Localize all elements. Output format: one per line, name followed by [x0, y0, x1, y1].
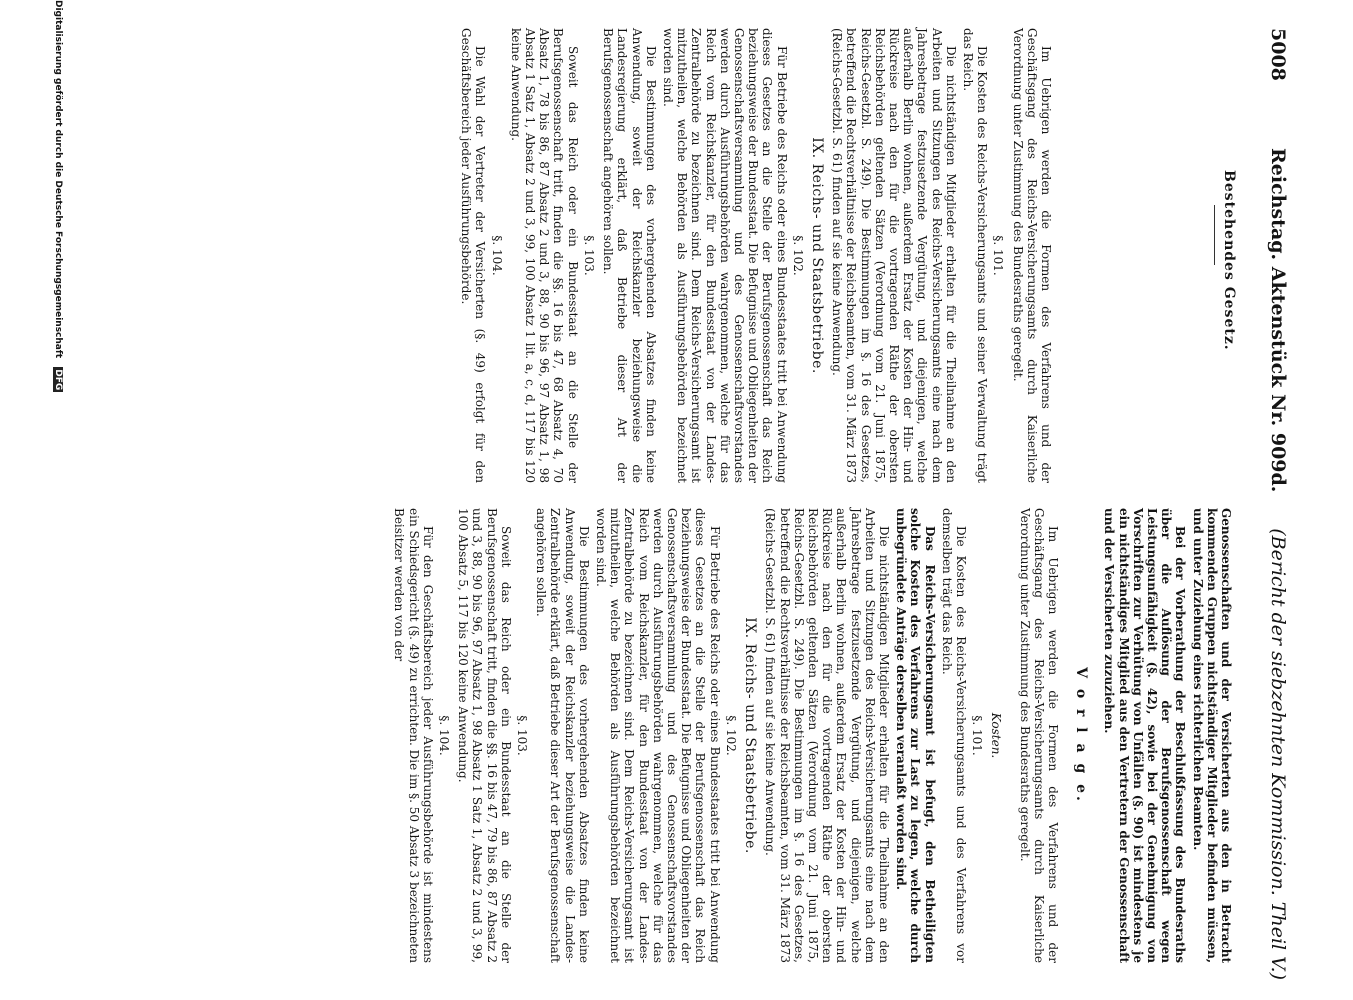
bold-paragraph: Bei der Vorberathung der Beschlußfassung des Bundesraths über die Auflösung der Berufsgenossenschaft wegen Leistungsunfähigkeit (§. 42), sowie bei der Genehmigung von Vorschriften zur Verhütung von Unfällen (§. 90) ist mindestens je ein nichtständiges Mitglied aus den Vertretern der Genossenschaft und der Versicherten zuzuziehen. [1102, 508, 1188, 963]
paragraph: Für den Geschäftsbereich jeder Ausführungsbehörde ist mindestens ein Schiedsgericht (§. 49) zu errichten. Die im §. 50 Absatz 3 bezeichneten Beisitzer werden von der [392, 508, 435, 963]
paragraph: Für Betriebe des Reichs oder eines Bundesstaates tritt bei Anwendung dieses Gesetzes an die Stelle der Berufsgenossenschaft das Reich beziehungsweise der Bundesstaat. Die Befugnisse und Obliegenheiten der Genossenschaftsversammlung und des Genossenschaftsvorstandes werden durch Ausführungsbehörden wahrgenommen, welche für das Reich vom Reichskanzler, für den Bundesstaat von der Landes-Zentralbehörde zu bezeichnen sind. Dem Reichs-Versicherungsamt ist mitzutheilen, welche Behörden als Ausführungsbehörden bezeichnet worden sind. [660, 28, 789, 483]
paragraph: Die Kosten des Reichs-Versicherungsamts und des Verfahrens vor demselben trägt das Reich. [939, 508, 968, 963]
side-heading: Kosten. [989, 712, 1004, 759]
paragraph: Die Bestimmungen des vorhergehenden Absatzes finden keine Anwendung, soweit der Reichskanzler beziehungsweise die Landes-Zentralbehörde erklärt, daß Betriebe dieser Art der Berufsgenossenschaft angehören sollen. [534, 508, 591, 963]
dfg-logo: DFG [53, 369, 63, 391]
section-number: §. 103. [515, 715, 530, 756]
left-column-heading: Bestehendes Gesetz. [1221, 170, 1237, 351]
page-header [1255, 28, 1295, 980]
section-heading: IX. Reichs- und Staatsbetriebe. [808, 137, 825, 374]
paragraph: Soweit das Reich oder ein Bundesstaat an die Stelle der Berufsgenossenschaft tritt, finden die §§. 16 bis 47, 68 Absatz 4, 70 Absatz 1, 78 bis 86, 87 Absatz 2 und 3, 88, 90 bis 96, 97 Absatz 1, 98 Absatz 1 Satz 1, Absatz 2 und 3, 99, 100 Absatz 1 lit. a, c, d, 117 bis 120 keine Anwendung. [508, 28, 580, 483]
right-column [389, 508, 1233, 963]
paragraph: Die Kosten des Reichs-Versicherungsamts und seiner Verwaltung trägt das Reich. [960, 28, 990, 483]
digitization-credit [53, 0, 63, 1000]
section-number: §. 102. [723, 715, 738, 756]
paragraph: Im Uebrigen werden die Formen des Verfahrens und der Geschäftsgang des Reichs-Versicherungsamts durch Kaiserliche Verordnung unter Zustimmung des Bundesraths geregelt. [1017, 508, 1060, 963]
heading-rule [1214, 205, 1215, 265]
rotated-page [55, 0, 1295, 1000]
paragraph: Soweit das Reich oder ein Bundesstaat an die Stelle der Berufsgenossenschaft tritt, finden die §§. 16 bis 47, 79 bis 86, 87 Absatz 2 und 3, 88, 90 bis 96, 97 Absatz 1, 98 Absatz 1 Satz 1, Absatz 2 und 3, 99, 100 Absatz 5, 117 bis 120 keine Anwendung. [456, 508, 513, 963]
section-number: §. 104. [437, 715, 452, 756]
credit-text: Digitalisierung gefördert durch die Deutsche Forschungsgemeinschaft [53, 0, 63, 359]
paragraph: Für Betriebe des Reichs oder eines Bundesstaates tritt bei Anwendung dieses Gesetzes an die Stelle der Berufsgenossenschaft das Reich beziehungsweise der Bundesstaat. Die Befugnisse und Obliegenheiten der Genossenschaftsversammlung und des Genossenschaftsvorstandes werden durch Ausführungsbehörden wahrgenommen, welche für das Reich vom Reichskanzler, für den Bundesstaat von der Landes-Zentralbehörde zu bezeichnen sind. Dem Reichs-Versicherungsamt ist mitzutheilen, welche Behörden als Ausführungsbehörden bezeichnet worden sind. [594, 508, 722, 963]
section-number: §. 104. [489, 235, 504, 276]
page-subtitle: (Bericht der siebzehnten Kommission. Theil V.) [1267, 528, 1289, 980]
page-number: 5008 [1267, 28, 1289, 81]
section-number: §. 102. [790, 235, 805, 276]
paragraph: Die nichtständigen Mitglieder erhalten für die Theilnahme an den Arbeiten und Sitzungen des Reichs-Versicherungsamts eine nach dem Jahresbetrage festzusetzende Vergütung, und diejenigen, welche außerhalb Berlin wohnen, außerdem Ersatz der Kosten der Hin- und Rückreise nach den für die vortragenden Räthe der obersten Reichsbehörden geltenden Sätzen (Verordnung vom 21. Juni 1875, Reichs-Gesetzbl. S. 249). Die Bestimmungen im §. 16 des Gesetzes, betreffend die Rechtsverhältnisse der Reichsbeamten, vom 31. März 1873 (Reichs-Gesetzbl. S. 61) finden auf sie keine Anwendung. [830, 28, 958, 483]
paragraph: Die nichtständigen Mitglieder erhalten für die Theilnahme an den Arbeiten und Sitzungen des Reichs-Versicherungsamts eine nach dem Jahresbetrage festzusetzende Vergütung, und diejenigen, welche außerhalb Berlin wohnen, außerdem Ersatz der Kosten der Hin- und Rückreise nach den für die vortragenden Räthe der obersten Reichsbehörden geltenden Sätzen (Verordnung vom 21. Juni 1875, Reichs-Gesetzbl. S. 249). Die Bestimmungen im §. 16 des Gesetzes, betreffend die Rechtsverhältnisse der Reichsbeamten, vom 31. März 1873 (Reichs-Gesetzbl. S. 61) finden auf sie keine Anwendung. [763, 508, 891, 963]
paragraph: Die Bestimmungen des vorhergehenden Absatzes finden keine Anwendung, soweit der Reichskanzler beziehungsweise die Landesregierung erklärt, daß Betriebe dieser Art der Berufsgenossenschaft angehören sollen. [601, 28, 658, 483]
left-column [456, 28, 1053, 483]
section-number: §. 103. [581, 235, 596, 276]
section-number: §. 101. [991, 235, 1006, 276]
bold-paragraph: Genossenschaften und der Versicherten aus den in Betracht kommenden Gruppen nichtständiger Mitglieder befinden müssen, und unter Zuziehung eines richterlichen Beamten. [1190, 508, 1233, 963]
bold-paragraph: Das Reichs-Versicherungsamt ist befugt, den Betheiligten solche Kosten des Verfahrens zur Last zu legen, welche durch unbegründete Anträge derselben veranlaßt worden sind. [894, 508, 937, 963]
section-heading: IX. Reichs- und Staatsbetriebe. [742, 617, 759, 854]
right-column-heading: V o r l a g e. [1073, 667, 1090, 804]
page-title: Reichstag. Aktenstück Nr. 909d. [1267, 148, 1289, 493]
paragraph: Im Uebrigen werden die Formen des Verfahrens und der Geschäftsgang des Reichs-Versicherungsamts durch Kaiserliche Verordnung unter Zustimmung des Bundesraths geregelt. [1010, 28, 1053, 483]
section-number: §. 101. [970, 715, 985, 756]
paragraph: Die Wahl der Vertreter der Versicherten (§. 49) erfolgt für den Geschäftsbereich jeder Ausführungsbehörde. [459, 28, 488, 483]
